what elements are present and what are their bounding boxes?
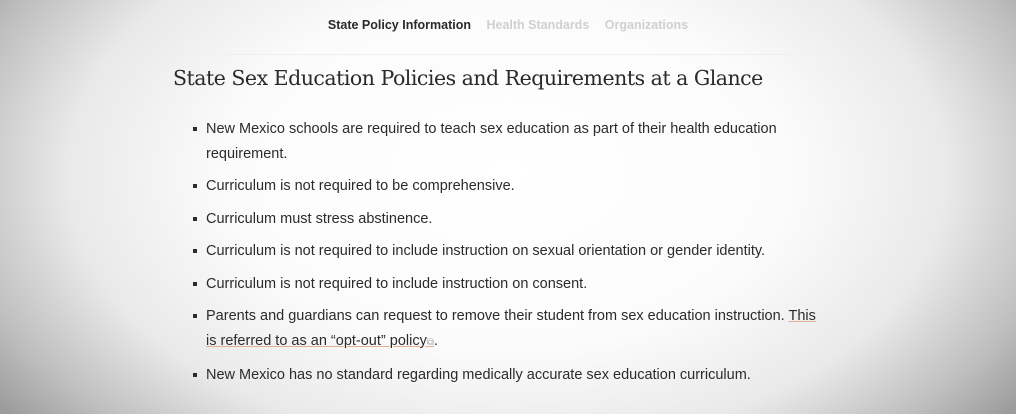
bullet-icon bbox=[193, 127, 197, 131]
list-item-text: New Mexico has no standard regarding medically accurate sex education curriculum. bbox=[206, 367, 751, 383]
list-item-text: Curriculum is not required to include instruction on sexual orientation or gender identity. bbox=[206, 243, 766, 259]
list-item bbox=[190, 174, 820, 199]
section-tabs bbox=[0, 18, 1016, 32]
bullet-icon bbox=[193, 373, 197, 377]
list-item bbox=[190, 117, 820, 166]
bullet-icon bbox=[193, 217, 197, 221]
list-item bbox=[190, 239, 820, 264]
bullet-icon bbox=[193, 282, 197, 286]
external-link-icon: ⧉ bbox=[426, 336, 434, 348]
header-divider bbox=[175, 54, 835, 55]
page-title: State Sex Education Policies and Requirements at a Glance bbox=[173, 66, 763, 90]
list-item-text: Parents and guardians can request to remove their student from sex education instruction. bbox=[206, 308, 785, 324]
list-item-text: Curriculum is not required to be comprehensive. bbox=[206, 178, 515, 194]
bullet-icon bbox=[193, 184, 197, 188]
list-item bbox=[190, 304, 820, 355]
list-item-text: Curriculum is not required to include instruction on consent. bbox=[206, 275, 588, 292]
bullet-icon bbox=[193, 249, 197, 253]
list-item-text: New Mexico schools are required to teach sex education as part of their health education requirement. bbox=[206, 121, 777, 162]
opt-out-link-text: This is referred to as an “opt-out” policy bbox=[206, 308, 816, 349]
list-item-trailing: . bbox=[433, 332, 438, 349]
list-item-text: Curriculum must stress abstinence. bbox=[206, 210, 433, 227]
tab-organizations[interactable]: Organizations bbox=[604, 18, 689, 32]
list-item bbox=[190, 363, 820, 388]
tab-health-standards[interactable]: Health Standards bbox=[486, 18, 590, 32]
tab-state-policy-information[interactable]: State Policy Information bbox=[327, 18, 471, 32]
bullet-icon bbox=[193, 314, 197, 318]
list-item bbox=[190, 207, 820, 232]
policy-list bbox=[190, 117, 820, 396]
list-item bbox=[190, 272, 820, 297]
